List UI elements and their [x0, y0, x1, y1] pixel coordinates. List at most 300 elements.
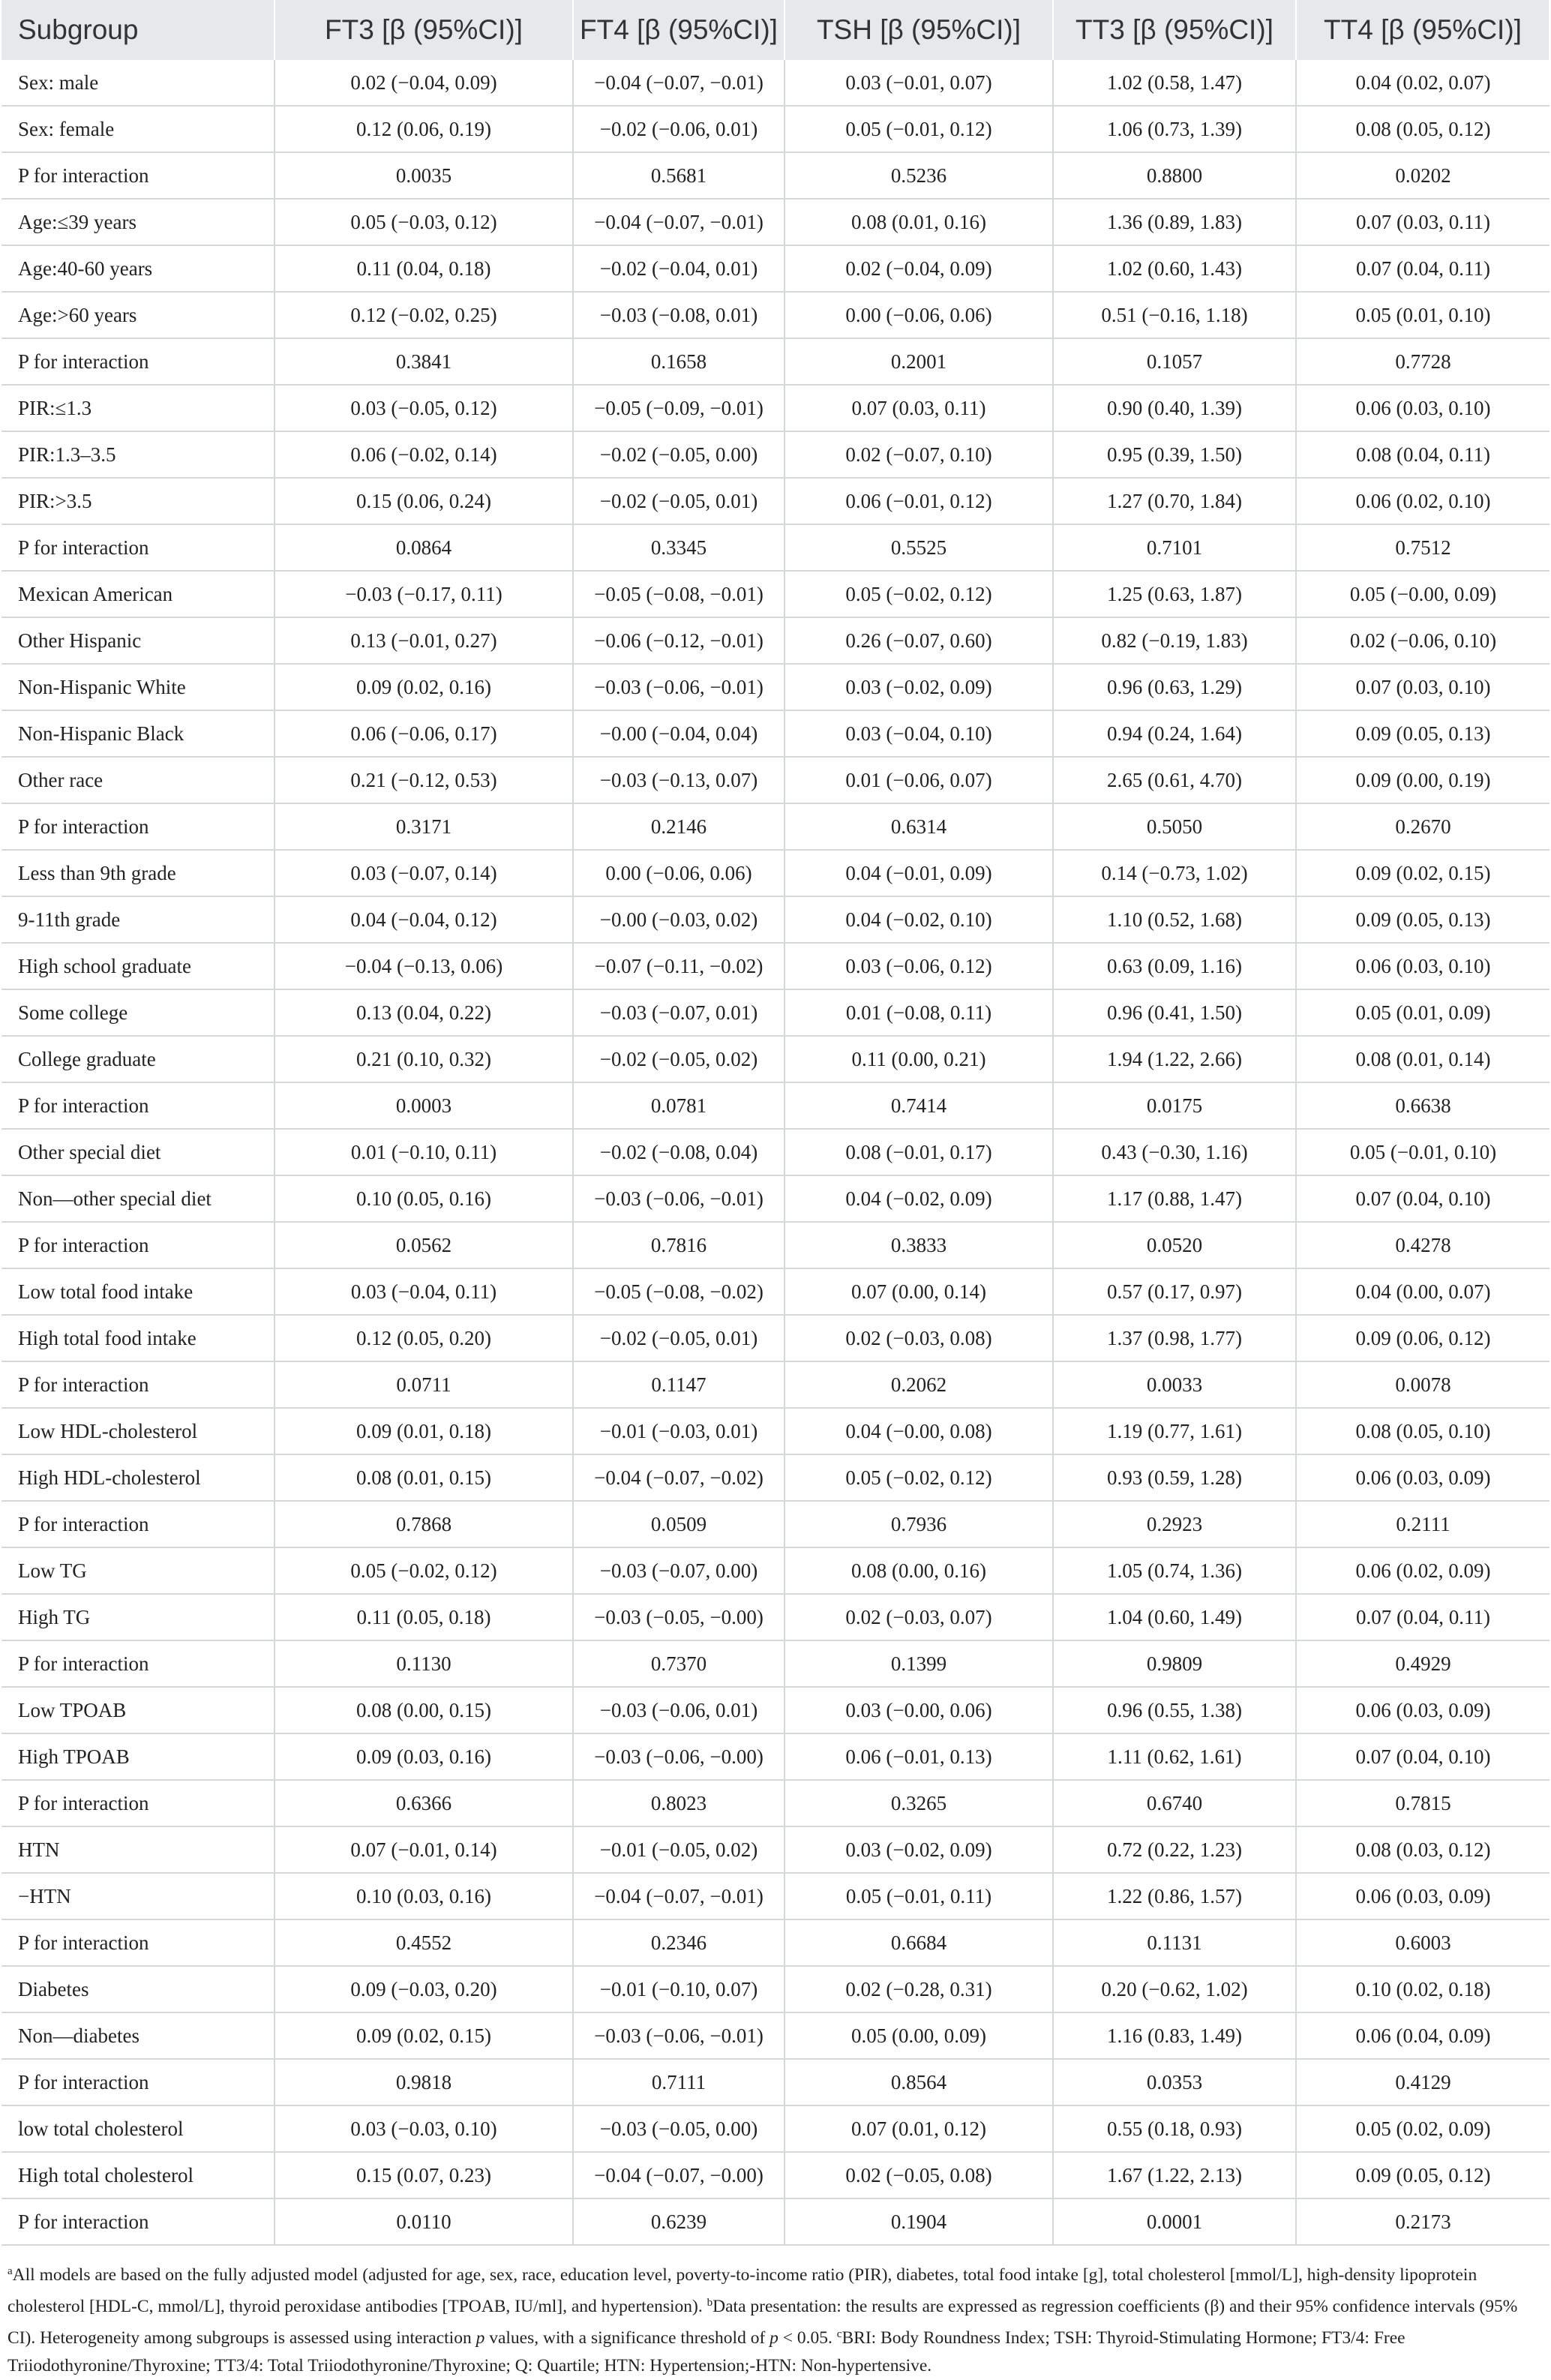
table-header	[2, 0, 1550, 60]
cell-tt3: 0.8800	[1053, 152, 1296, 199]
cell-tsh: 0.01 (−0.06, 0.07)	[784, 757, 1053, 803]
cell-ft4: −0.03 (−0.06, −0.01)	[573, 2012, 784, 2059]
cell-subgroup: P for interaction	[2, 1780, 274, 1826]
cell-tt4: 0.6638	[1296, 1082, 1550, 1129]
cell-ft3: 0.06 (−0.06, 0.17)	[274, 710, 573, 757]
cell-ft4: −0.05 (−0.08, −0.01)	[573, 571, 784, 617]
table-row	[2, 943, 1550, 989]
cell-subgroup: PIR:>3.5	[2, 478, 274, 524]
cell-tsh: 0.08 (0.01, 0.16)	[784, 199, 1053, 245]
cell-ft3: 0.4552	[274, 1919, 573, 1966]
cell-tsh: 0.02 (−0.05, 0.08)	[784, 2152, 1053, 2198]
cell-tt4: 0.07 (0.04, 0.10)	[1296, 1733, 1550, 1780]
cell-ft3: 0.07 (−0.01, 0.14)	[274, 1826, 573, 1873]
cell-ft3: 0.0864	[274, 524, 573, 571]
table-footnote	[8, 2258, 1536, 2380]
cell-subgroup: Low TG	[2, 1547, 274, 1594]
table-row	[2, 1036, 1550, 1082]
table-row	[2, 1966, 1550, 2012]
cell-tt3: 0.82 (−0.19, 1.83)	[1053, 617, 1296, 664]
cell-ft3: 0.12 (0.06, 0.19)	[274, 106, 573, 152]
cell-tsh: 0.08 (0.00, 0.16)	[784, 1547, 1053, 1594]
cell-tsh: 0.04 (−0.02, 0.10)	[784, 896, 1053, 943]
cell-subgroup: High total cholesterol	[2, 2152, 274, 2198]
cell-tt3: 0.5050	[1053, 803, 1296, 850]
cell-tsh: 0.03 (−0.06, 0.12)	[784, 943, 1053, 989]
table-row	[2, 2152, 1550, 2198]
header-row	[2, 0, 1550, 60]
cell-tt3: 1.94 (1.22, 2.66)	[1053, 1036, 1296, 1082]
cell-tsh: 0.07 (0.03, 0.11)	[784, 385, 1053, 431]
table-row	[2, 896, 1550, 943]
cell-tt3: 1.27 (0.70, 1.84)	[1053, 478, 1296, 524]
table-row	[2, 199, 1550, 245]
cell-tsh: 0.6684	[784, 1919, 1053, 1966]
cell-subgroup: −HTN	[2, 1873, 274, 1919]
cell-tsh: 0.08 (−0.01, 0.17)	[784, 1129, 1053, 1175]
cell-ft3: 0.09 (0.02, 0.16)	[274, 664, 573, 710]
cell-ft4: 0.3345	[573, 524, 784, 571]
cell-tt3: 0.96 (0.63, 1.29)	[1053, 664, 1296, 710]
cell-tt3: 0.0175	[1053, 1082, 1296, 1129]
cell-subgroup: Other Hispanic	[2, 617, 274, 664]
cell-ft3: 0.05 (−0.02, 0.12)	[274, 1547, 573, 1594]
cell-tt3: 0.94 (0.24, 1.64)	[1053, 710, 1296, 757]
cell-tt4: 0.4129	[1296, 2059, 1550, 2105]
cell-tt3: 0.72 (0.22, 1.23)	[1053, 1826, 1296, 1873]
table-row	[2, 1408, 1550, 1454]
cell-subgroup: P for interaction	[2, 803, 274, 850]
cell-tt4: 0.07 (0.04, 0.11)	[1296, 1594, 1550, 1640]
cell-subgroup: PIR:1.3–3.5	[2, 431, 274, 478]
table-row	[2, 1826, 1550, 1873]
cell-ft4: −0.06 (−0.12, −0.01)	[573, 617, 784, 664]
cell-ft4: 0.1147	[573, 1361, 784, 1408]
cell-ft3: 0.03 (−0.03, 0.10)	[274, 2105, 573, 2152]
cell-tt3: 1.67 (1.22, 2.13)	[1053, 2152, 1296, 2198]
cell-ft4: −0.05 (−0.09, −0.01)	[573, 385, 784, 431]
cell-tt4: 0.04 (0.02, 0.07)	[1296, 60, 1550, 106]
cell-subgroup: Sex: female	[2, 106, 274, 152]
cell-tsh: 0.05 (−0.01, 0.11)	[784, 1873, 1053, 1919]
cell-ft4: −0.03 (−0.06, −0.01)	[573, 664, 784, 710]
cell-tt4: 0.2173	[1296, 2198, 1550, 2245]
cell-tt3: 0.93 (0.59, 1.28)	[1053, 1454, 1296, 1501]
cell-tt4: 0.06 (0.02, 0.09)	[1296, 1547, 1550, 1594]
cell-tt4: 0.2111	[1296, 1501, 1550, 1547]
cell-tt4: 0.04 (0.00, 0.07)	[1296, 1268, 1550, 1315]
cell-tt3: 0.63 (0.09, 1.16)	[1053, 943, 1296, 989]
cell-ft3: 0.09 (−0.03, 0.20)	[274, 1966, 573, 2012]
cell-subgroup: P for interaction	[2, 1082, 274, 1129]
cell-ft3: 0.11 (0.04, 0.18)	[274, 245, 573, 292]
cell-subgroup: P for interaction	[2, 1640, 274, 1687]
cell-ft3: 0.15 (0.07, 0.23)	[274, 2152, 573, 2198]
table-row	[2, 2012, 1550, 2059]
header-ft3: FT3 [β (95%CI)]	[274, 0, 573, 60]
cell-tt3: 0.0033	[1053, 1361, 1296, 1408]
table-row	[2, 1594, 1550, 1640]
cell-ft4: −0.01 (−0.03, 0.01)	[573, 1408, 784, 1454]
cell-subgroup: Non—other special diet	[2, 1175, 274, 1222]
table-row	[2, 1175, 1550, 1222]
cell-ft4: −0.02 (−0.06, 0.01)	[573, 106, 784, 152]
cell-ft4: 0.00 (−0.06, 0.06)	[573, 850, 784, 896]
cell-ft3: 0.0003	[274, 1082, 573, 1129]
cell-subgroup: P for interaction	[2, 1919, 274, 1966]
table-row	[2, 106, 1550, 152]
cell-tsh: 0.3265	[784, 1780, 1053, 1826]
cell-ft3: 0.01 (−0.10, 0.11)	[274, 1129, 573, 1175]
cell-tt3: 1.02 (0.60, 1.43)	[1053, 245, 1296, 292]
footnote-b-text: Data presentation: the results are expressed as regression coefficients (β) and their 95% confidence intervals (95% CI). Heterogeneity among subgroups is assessed using interaction	[8, 2297, 1518, 2348]
cell-tt4: 0.07 (0.04, 0.10)	[1296, 1175, 1550, 1222]
cell-ft4: 0.7111	[573, 2059, 784, 2105]
cell-tt4: 0.02 (−0.06, 0.10)	[1296, 617, 1550, 664]
cell-subgroup: low total cholesterol	[2, 2105, 274, 2152]
cell-tt4: 0.7815	[1296, 1780, 1550, 1826]
cell-tt4: 0.09 (0.05, 0.13)	[1296, 710, 1550, 757]
cell-tt4: 0.06 (0.02, 0.10)	[1296, 478, 1550, 524]
cell-ft3: 0.0711	[274, 1361, 573, 1408]
cell-tt3: 0.14 (−0.73, 1.02)	[1053, 850, 1296, 896]
cell-subgroup: Non-Hispanic Black	[2, 710, 274, 757]
cell-ft3: 0.12 (0.05, 0.20)	[274, 1315, 573, 1361]
footnote-c-text: BRI: Body Roundness Index; TSH: Thyroid-Stimulating Hormone; FT3/4: Free Triiodothyronine/Thyroxine; TT3/4: Total Triiodothyronine/Thyroxine; Q: Quartile; HTN: Hypertension;-HTN: Non-hypertensive.	[8, 2328, 1406, 2375]
table-row	[2, 431, 1550, 478]
cell-ft3: 0.0110	[274, 2198, 573, 2245]
cell-tsh: 0.5525	[784, 524, 1053, 571]
table-row	[2, 571, 1550, 617]
cell-ft3: 0.08 (0.00, 0.15)	[274, 1687, 573, 1733]
cell-tsh: 0.00 (−0.06, 0.06)	[784, 292, 1053, 338]
cell-ft4: 0.2346	[573, 1919, 784, 1966]
table-row	[2, 2198, 1550, 2245]
cell-ft4: −0.04 (−0.07, −0.01)	[573, 1873, 784, 1919]
cell-subgroup: High total food intake	[2, 1315, 274, 1361]
cell-ft4: 0.8023	[573, 1780, 784, 1826]
cell-ft3: 0.03 (−0.05, 0.12)	[274, 385, 573, 431]
cell-ft4: −0.05 (−0.08, −0.02)	[573, 1268, 784, 1315]
table-row	[2, 1547, 1550, 1594]
header-subgroup: Subgroup	[2, 0, 274, 60]
header-tt3: TT3 [β (95%CI)]	[1053, 0, 1296, 60]
table-row	[2, 1082, 1550, 1129]
cell-ft3: 0.21 (0.10, 0.32)	[274, 1036, 573, 1082]
table-row	[2, 1687, 1550, 1733]
cell-ft4: −0.04 (−0.07, −0.00)	[573, 2152, 784, 2198]
cell-tt4: 0.08 (0.05, 0.10)	[1296, 1408, 1550, 1454]
cell-ft3: 0.0562	[274, 1222, 573, 1268]
table-row	[2, 1268, 1550, 1315]
cell-tsh: 0.05 (−0.01, 0.12)	[784, 106, 1053, 152]
cell-tt4: 0.06 (0.03, 0.09)	[1296, 1454, 1550, 1501]
cell-tsh: 0.02 (−0.03, 0.08)	[784, 1315, 1053, 1361]
table-row	[2, 245, 1550, 292]
cell-ft4: 0.1658	[573, 338, 784, 385]
table-row	[2, 850, 1550, 896]
cell-tsh: 0.04 (−0.01, 0.09)	[784, 850, 1053, 896]
table-row	[2, 1780, 1550, 1826]
table-row	[2, 1315, 1550, 1361]
cell-tt3: 0.0353	[1053, 2059, 1296, 2105]
cell-subgroup: P for interaction	[2, 2198, 274, 2245]
footnote-p-italic-2: p	[770, 2328, 778, 2348]
cell-subgroup: HTN	[2, 1826, 274, 1873]
cell-ft3: −0.03 (−0.17, 0.11)	[274, 571, 573, 617]
cell-tsh: 0.26 (−0.07, 0.60)	[784, 617, 1053, 664]
cell-tt3: 1.11 (0.62, 1.61)	[1053, 1733, 1296, 1780]
cell-tsh: 0.03 (−0.01, 0.07)	[784, 60, 1053, 106]
cell-tsh: 0.03 (−0.00, 0.06)	[784, 1687, 1053, 1733]
cell-tt3: 0.43 (−0.30, 1.16)	[1053, 1129, 1296, 1175]
cell-subgroup: P for interaction	[2, 2059, 274, 2105]
footnote-b-text-3: < 0.05.	[778, 2328, 832, 2348]
cell-tt4: 0.07 (0.04, 0.11)	[1296, 245, 1550, 292]
cell-tt4: 0.7512	[1296, 524, 1550, 571]
cell-tsh: 0.05 (−0.02, 0.12)	[784, 1454, 1053, 1501]
cell-subgroup: Diabetes	[2, 1966, 274, 2012]
cell-tsh: 0.3833	[784, 1222, 1053, 1268]
cell-tt4: 0.08 (0.01, 0.14)	[1296, 1036, 1550, 1082]
cell-tt4: 0.06 (0.03, 0.10)	[1296, 943, 1550, 989]
cell-tsh: 0.04 (−0.02, 0.09)	[784, 1175, 1053, 1222]
cell-subgroup: P for interaction	[2, 338, 274, 385]
cell-tt3: 0.96 (0.55, 1.38)	[1053, 1687, 1296, 1733]
cell-tt4: 0.09 (0.02, 0.15)	[1296, 850, 1550, 896]
cell-ft3: 0.10 (0.05, 0.16)	[274, 1175, 573, 1222]
cell-ft4: −0.02 (−0.05, 0.01)	[573, 478, 784, 524]
cell-tsh: 0.01 (−0.08, 0.11)	[784, 989, 1053, 1036]
cell-ft4: −0.01 (−0.10, 0.07)	[573, 1966, 784, 2012]
table-row	[2, 617, 1550, 664]
cell-tt4: 0.05 (−0.00, 0.09)	[1296, 571, 1550, 617]
table-row	[2, 664, 1550, 710]
cell-tt4: 0.06 (0.03, 0.09)	[1296, 1687, 1550, 1733]
cell-tt3: 0.9809	[1053, 1640, 1296, 1687]
cell-tt4: 0.09 (0.06, 0.12)	[1296, 1315, 1550, 1361]
table-body	[2, 60, 1550, 2245]
cell-subgroup: Age:40-60 years	[2, 245, 274, 292]
cell-subgroup: High TG	[2, 1594, 274, 1640]
cell-ft3: 0.03 (−0.07, 0.14)	[274, 850, 573, 896]
cell-tt3: 1.17 (0.88, 1.47)	[1053, 1175, 1296, 1222]
cell-tt3: 0.90 (0.40, 1.39)	[1053, 385, 1296, 431]
cell-subgroup: Non—diabetes	[2, 2012, 274, 2059]
cell-subgroup: P for interaction	[2, 1361, 274, 1408]
cell-tsh: 0.7936	[784, 1501, 1053, 1547]
cell-ft4: 0.7816	[573, 1222, 784, 1268]
cell-ft4: −0.02 (−0.05, 0.01)	[573, 1315, 784, 1361]
cell-tsh: 0.5236	[784, 152, 1053, 199]
cell-tt3: 1.36 (0.89, 1.83)	[1053, 199, 1296, 245]
table-row	[2, 1919, 1550, 1966]
cell-tt4: 0.08 (0.05, 0.12)	[1296, 106, 1550, 152]
cell-ft4: −0.03 (−0.06, −0.01)	[573, 1175, 784, 1222]
cell-subgroup: 9-11th grade	[2, 896, 274, 943]
cell-subgroup: High HDL-cholesterol	[2, 1454, 274, 1501]
cell-ft3: 0.02 (−0.04, 0.09)	[274, 60, 573, 106]
cell-tsh: 0.06 (−0.01, 0.13)	[784, 1733, 1053, 1780]
cell-tsh: 0.02 (−0.28, 0.31)	[784, 1966, 1053, 2012]
cell-subgroup: Some college	[2, 989, 274, 1036]
cell-tsh: 0.11 (0.00, 0.21)	[784, 1036, 1053, 1082]
cell-tt4: 0.4929	[1296, 1640, 1550, 1687]
cell-subgroup: Low TPOAB	[2, 1687, 274, 1733]
cell-subgroup: Other race	[2, 757, 274, 803]
cell-tt3: 1.22 (0.86, 1.57)	[1053, 1873, 1296, 1919]
cell-ft3: 0.3171	[274, 803, 573, 850]
table-row	[2, 152, 1550, 199]
subgroup-analysis-table	[2, 0, 1550, 2246]
cell-subgroup: Sex: male	[2, 60, 274, 106]
cell-ft4: −0.02 (−0.08, 0.04)	[573, 1129, 784, 1175]
cell-ft4: 0.0509	[573, 1501, 784, 1547]
table-row	[2, 989, 1550, 1036]
cell-ft4: −0.03 (−0.06, −0.00)	[573, 1733, 784, 1780]
table-row	[2, 757, 1550, 803]
cell-tsh: 0.03 (−0.02, 0.09)	[784, 1826, 1053, 1873]
cell-ft3: 0.05 (−0.03, 0.12)	[274, 199, 573, 245]
cell-subgroup: Other special diet	[2, 1129, 274, 1175]
cell-tt4: 0.08 (0.04, 0.11)	[1296, 431, 1550, 478]
table-row	[2, 1733, 1550, 1780]
cell-subgroup: High school graduate	[2, 943, 274, 989]
cell-ft3: 0.3841	[274, 338, 573, 385]
cell-tt4: 0.09 (0.00, 0.19)	[1296, 757, 1550, 803]
cell-tsh: 0.07 (0.00, 0.14)	[784, 1268, 1053, 1315]
cell-ft4: −0.02 (−0.04, 0.01)	[573, 245, 784, 292]
cell-tt4: 0.0202	[1296, 152, 1550, 199]
cell-tsh: 0.1904	[784, 2198, 1053, 2245]
cell-tt3: 2.65 (0.61, 4.70)	[1053, 757, 1296, 803]
cell-subgroup: Non-Hispanic White	[2, 664, 274, 710]
cell-tt4: 0.6003	[1296, 1919, 1550, 1966]
footnote-marker-b: b	[706, 2297, 713, 2309]
cell-ft4: 0.7370	[573, 1640, 784, 1687]
cell-ft3: 0.10 (0.03, 0.16)	[274, 1873, 573, 1919]
cell-tt3: 1.02 (0.58, 1.47)	[1053, 60, 1296, 106]
cell-tsh: 0.1399	[784, 1640, 1053, 1687]
cell-tt4: 0.7728	[1296, 338, 1550, 385]
cell-ft4: −0.03 (−0.07, 0.01)	[573, 989, 784, 1036]
table-row	[2, 803, 1550, 850]
cell-ft3: 0.09 (0.02, 0.15)	[274, 2012, 573, 2059]
cell-tsh: 0.6314	[784, 803, 1053, 850]
cell-tt4: 0.05 (−0.01, 0.10)	[1296, 1129, 1550, 1175]
cell-tsh: 0.02 (−0.03, 0.07)	[784, 1594, 1053, 1640]
cell-tsh: 0.02 (−0.04, 0.09)	[784, 245, 1053, 292]
table-row	[2, 1873, 1550, 1919]
cell-tt4: 0.05 (0.01, 0.10)	[1296, 292, 1550, 338]
cell-tt4: 0.4278	[1296, 1222, 1550, 1268]
table-row	[2, 710, 1550, 757]
cell-tt3: 0.2923	[1053, 1501, 1296, 1547]
cell-ft3: 0.13 (−0.01, 0.27)	[274, 617, 573, 664]
cell-ft4: 0.0781	[573, 1082, 784, 1129]
cell-tsh: 0.7414	[784, 1082, 1053, 1129]
cell-tt3: 0.57 (0.17, 0.97)	[1053, 1268, 1296, 1315]
cell-tsh: 0.04 (−0.00, 0.08)	[784, 1408, 1053, 1454]
cell-ft3: 0.04 (−0.04, 0.12)	[274, 896, 573, 943]
table-row	[2, 292, 1550, 338]
cell-tt4: 0.07 (0.03, 0.10)	[1296, 664, 1550, 710]
cell-tt4: 0.06 (0.03, 0.09)	[1296, 1873, 1550, 1919]
cell-ft4: 0.2146	[573, 803, 784, 850]
cell-ft3: 0.11 (0.05, 0.18)	[274, 1594, 573, 1640]
cell-subgroup: P for interaction	[2, 152, 274, 199]
footnote-b-text-2: values, with a significance threshold of	[484, 2328, 770, 2348]
cell-tt3: 0.20 (−0.62, 1.02)	[1053, 1966, 1296, 2012]
cell-tsh: 0.07 (0.01, 0.12)	[784, 2105, 1053, 2152]
cell-ft4: −0.00 (−0.03, 0.02)	[573, 896, 784, 943]
cell-tt3: 1.05 (0.74, 1.36)	[1053, 1547, 1296, 1594]
table-row	[2, 1501, 1550, 1547]
cell-tt3: 0.96 (0.41, 1.50)	[1053, 989, 1296, 1036]
cell-tt3: 0.1131	[1053, 1919, 1296, 1966]
cell-tt4: 0.08 (0.03, 0.12)	[1296, 1826, 1550, 1873]
cell-ft4: −0.03 (−0.05, 0.00)	[573, 2105, 784, 2152]
cell-tt4: 0.2670	[1296, 803, 1550, 850]
cell-ft4: −0.07 (−0.11, −0.02)	[573, 943, 784, 989]
table-row	[2, 1361, 1550, 1408]
cell-tsh: 0.06 (−0.01, 0.12)	[784, 478, 1053, 524]
footnote-marker-c: c	[836, 2328, 842, 2340]
cell-subgroup: PIR:≤1.3	[2, 385, 274, 431]
cell-subgroup: Low HDL-cholesterol	[2, 1408, 274, 1454]
table-row	[2, 478, 1550, 524]
cell-tsh: 0.2062	[784, 1361, 1053, 1408]
cell-subgroup: P for interaction	[2, 1222, 274, 1268]
cell-tt4: 0.05 (0.01, 0.09)	[1296, 989, 1550, 1036]
cell-tt4: 0.07 (0.03, 0.11)	[1296, 199, 1550, 245]
cell-subgroup: Age:≤39 years	[2, 199, 274, 245]
cell-subgroup: P for interaction	[2, 524, 274, 571]
header-ft4: FT4 [β (95%CI)]	[573, 0, 784, 60]
cell-tt3: 1.16 (0.83, 1.49)	[1053, 2012, 1296, 2059]
cell-ft3: 0.21 (−0.12, 0.53)	[274, 757, 573, 803]
cell-ft3: 0.6366	[274, 1780, 573, 1826]
cell-ft4: 0.5681	[573, 152, 784, 199]
cell-ft3: 0.1130	[274, 1640, 573, 1687]
cell-tt3: 0.7101	[1053, 524, 1296, 571]
cell-tt4: 0.10 (0.02, 0.18)	[1296, 1966, 1550, 2012]
cell-tsh: 0.2001	[784, 338, 1053, 385]
header-tt4: TT4 [β (95%CI)]	[1296, 0, 1550, 60]
cell-tt4: 0.06 (0.03, 0.10)	[1296, 385, 1550, 431]
cell-ft4: −0.03 (−0.08, 0.01)	[573, 292, 784, 338]
cell-subgroup: Low total food intake	[2, 1268, 274, 1315]
cell-subgroup: College graduate	[2, 1036, 274, 1082]
cell-tsh: 0.05 (0.00, 0.09)	[784, 2012, 1053, 2059]
table-row	[2, 60, 1550, 106]
cell-ft4: −0.01 (−0.05, 0.02)	[573, 1826, 784, 1873]
footnote-p-italic: p	[476, 2328, 485, 2348]
cell-tt3: 0.0001	[1053, 2198, 1296, 2245]
cell-tsh: 0.8564	[784, 2059, 1053, 2105]
cell-ft3: 0.7868	[274, 1501, 573, 1547]
cell-tt4: 0.09 (0.05, 0.12)	[1296, 2152, 1550, 2198]
cell-tt3: 0.0520	[1053, 1222, 1296, 1268]
cell-ft4: −0.03 (−0.06, 0.01)	[573, 1687, 784, 1733]
cell-ft4: 0.6239	[573, 2198, 784, 2245]
cell-tsh: 0.02 (−0.07, 0.10)	[784, 431, 1053, 478]
cell-ft3: 0.9818	[274, 2059, 573, 2105]
cell-tt4: 0.06 (0.04, 0.09)	[1296, 2012, 1550, 2059]
cell-tt3: 0.1057	[1053, 338, 1296, 385]
cell-ft3: 0.0035	[274, 152, 573, 199]
cell-tsh: 0.03 (−0.02, 0.09)	[784, 664, 1053, 710]
